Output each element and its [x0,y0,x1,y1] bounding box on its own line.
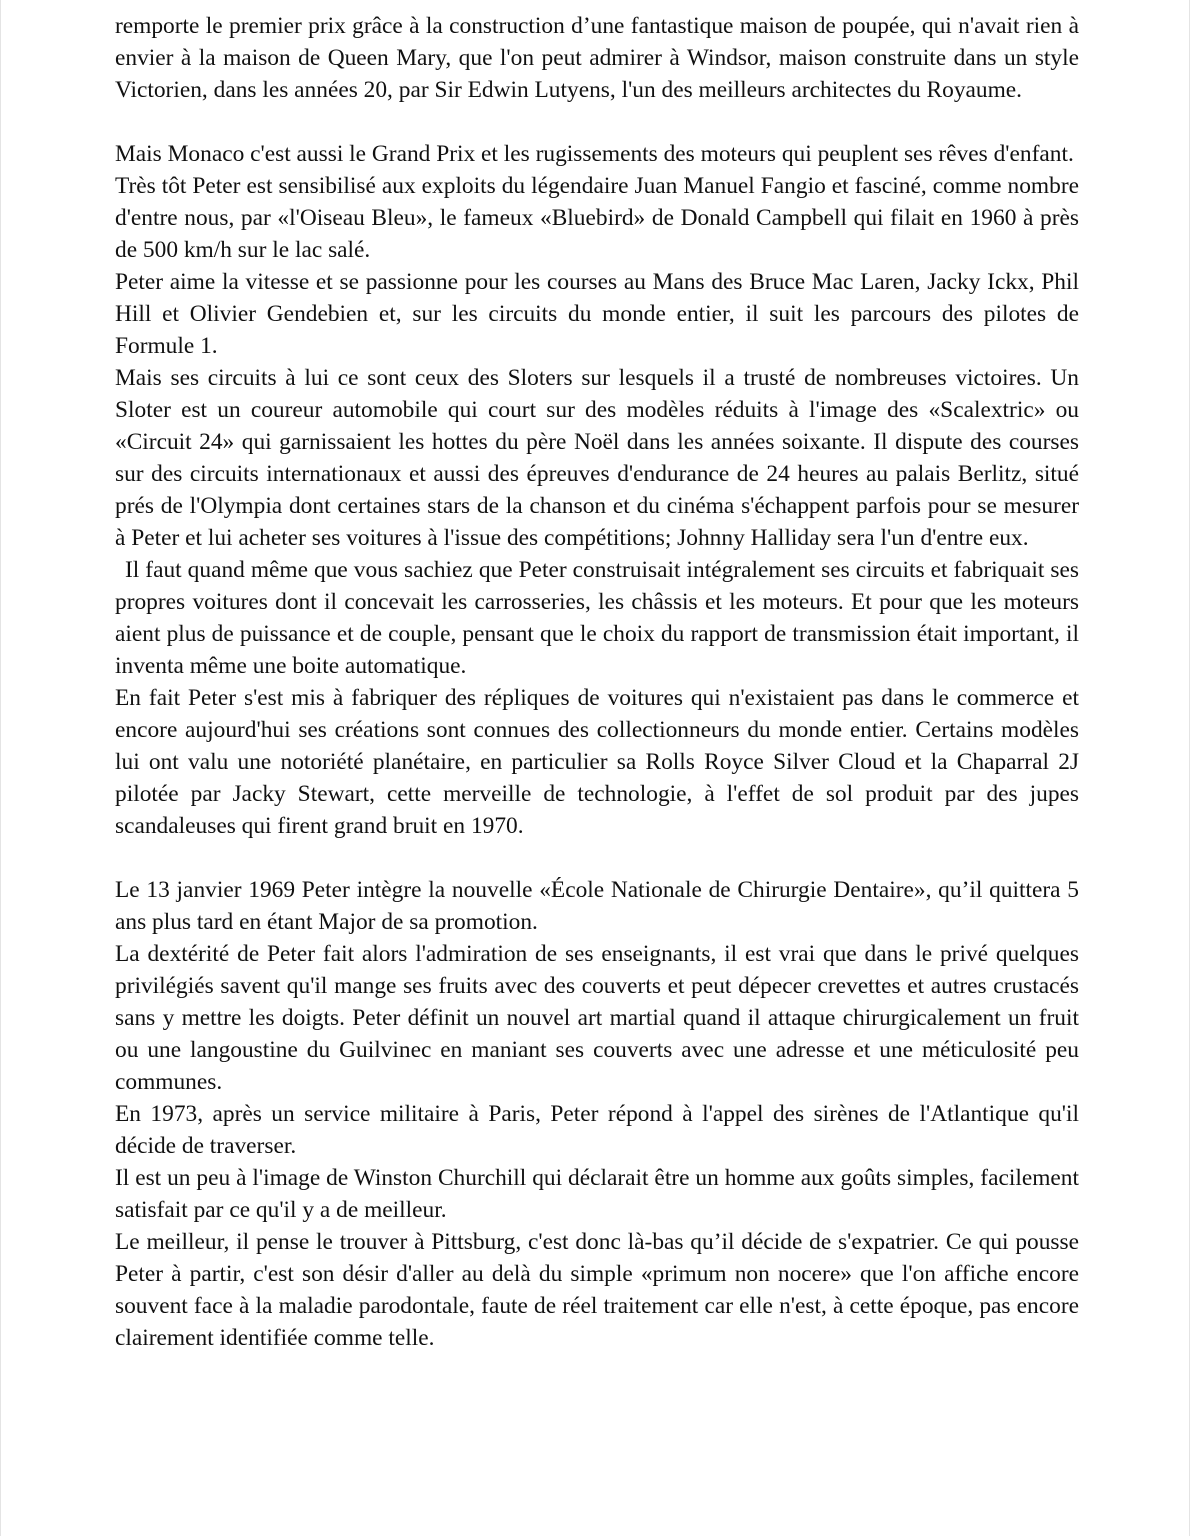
paragraph-dexterity: La dextérité de Peter fait alors l'admiration de ses enseignants, il est vrai que dans le privé quelques privilégiés savent qu'il mange ses fruits avec des couverts et peut dépecer crevettes et autres crustacés sans y mettre les doigts. Peter définit un nouvel art martial quand il attaque chirurgicalement un fruit ou une langoustine du Guilvinec en maniant ses couverts avec une adresse et une méticulosité peu communes. [115,941,1079,1095]
paragraph-dollhouse: remporte le premier prix grâce à la construction d’une fantastique maison de poupée, qui n'avait rien à envier à la maison de Queen Mary, que l'on peut admirer à Windsor, maison construite dans un style Victorien, dans les années 20, par Sir Edwin Lutyens, l'un des meilleurs architectes du Royaume. [115,13,1079,103]
paragraph-le-mans: Peter aime la vitesse et se passionne pour les courses au Mans des Bruce Mac Laren, Jacky Ickx, Phil Hill et Olivier Gendebien et, sur les circuits du monde entier, il suit les parcours des pilotes de Formule 1. [115,269,1079,359]
paragraph-circuits-built: Il faut quand même que vous sachiez que Peter construisait intégralement ses circuits et fabriquait ses propres voitures dont il concevait les carrosseries, les châssis et les moteurs. Et pour que les moteurs aient plus de puissance et de couple, pensant que le choix du rapport de transmission était important, il inventa même une boite automatique. [115,557,1079,679]
document-body [115,10,1079,1354]
paragraph-dental-school: Le 13 janvier 1969 Peter intègre la nouvelle «École Nationale de Chirurgie Dentaire», qu’il quittera 5 ans plus tard en étant Major de sa promotion. [115,877,1079,935]
paragraph-sloters: Mais ses circuits à lui ce sont ceux des Sloters sur lesquels il a trusté de nombreuses victoires. Un Sloter est un coureur automobile qui court sur des modèles réduits à l'image des «Scalextric» ou «Circuit 24» qui garnissaient les hottes du père Noël dans les années soixante. Il dispute des courses sur des circuits internationaux et aussi des épreuves d'endurance de 24 heures au palais Berlitz, situé prés de l'Olympia dont certaines stars de la chanson et du cinéma s'échappent parfois pour se mesurer à Peter et lui acheter ses voitures à l'issue des compétitions; Johnny Halliday sera l'un d'entre eux. [115,365,1079,551]
paragraph-churchill: Il est un peu à l'image de Winston Churchill qui déclarait être un homme aux goûts simples, facilement satisfait par ce qu'il y a de meilleur. [115,1165,1079,1223]
paragraph-gap [115,106,1079,138]
paragraph-military-service: En 1973, après un service militaire à Paris, Peter répond à l'appel des sirènes de l'Atlantique qu'il décide de traverser. [115,1101,1079,1159]
paragraph-fangio-bluebird: Très tôt Peter est sensibilisé aux exploits du légendaire Juan Manuel Fangio et fasciné, comme nombre d'entre nous, par «l'Oiseau Bleu», le fameux «Bluebird» de Donald Campbell qui filait en 1960 à près de 500 km/h sur le lac salé. [115,173,1079,263]
paragraph-monaco-grand-prix: Mais Monaco c'est aussi le Grand Prix et les rugissements des moteurs qui peuplent ses rêves d'enfant. [115,141,1074,167]
paragraph-replicas: En fait Peter s'est mis à fabriquer des répliques de voitures qui n'existaient pas dans le commerce et encore aujourd'hui ses créations sont connues des collectionneurs du monde entier. Certains modèles lui ont valu une notoriété planétaire, en particulier sa Rolls Royce Silver Cloud et la Chaparral 2J pilotée par Jacky Stewart, cette merveille de technologie, à l'effet de sol produit par des jupes scandaleuses qui firent grand bruit en 1970. [115,685,1079,839]
paragraph-gap [115,842,1079,874]
paragraph-pittsburg: Le meilleur, il pense le trouver à Pittsburg, c'est donc là-bas qu’il décide de s'expatrier. Ce qui pousse Peter à partir, c'est son désir d'aller au delà du simple «primum non nocere» que l'on affiche encore souvent face à la maladie parodontale, faute de réel traitement car elle n'est, à cette époque, pas encore clairement identifiée comme telle. [115,1229,1079,1351]
